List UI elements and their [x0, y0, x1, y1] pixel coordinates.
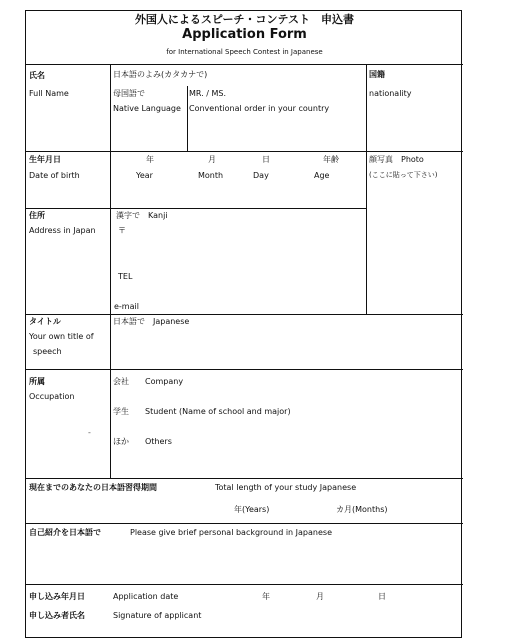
divider-label-column: [110, 64, 111, 478]
form-title-english: Application Form: [182, 27, 307, 42]
birth-month-en: Month: [198, 171, 224, 180]
divider-intro-row: [26, 584, 463, 585]
photo-note: (ここに貼って下さい): [369, 171, 438, 179]
nationality-label-en: nationality: [369, 89, 412, 98]
birth-year-jp: 年: [146, 155, 154, 164]
birth-month-jp: 月: [208, 155, 216, 164]
tel-label: TEL: [118, 272, 133, 281]
full-name-label-jp: 氏名: [29, 71, 45, 80]
application-form: [25, 10, 462, 638]
address-label-jp: 住所: [29, 211, 45, 220]
speech-title-japanese-label: 日本語で Japanese: [113, 317, 190, 326]
email-label: e-mail: [114, 302, 139, 311]
self-intro-label-jp: 自己紹介を日本語で: [29, 528, 101, 537]
occupation-student-option: 学生 Student (Name of school and major): [113, 407, 291, 416]
native-language-label-jp: 母国語で: [113, 89, 145, 98]
address-label-en: Address in Japan: [29, 226, 96, 235]
self-intro-label-en: Please give brief personal background in Japanese: [130, 528, 332, 537]
divider-address-row: [26, 314, 463, 315]
study-length-label-en: Total length of your study Japanese: [215, 483, 357, 492]
divider-native-order: [187, 86, 188, 151]
postal-mark: 〒: [118, 226, 126, 235]
divider-title-row: [26, 369, 463, 370]
divider-name-row: [26, 151, 463, 152]
birth-day-en: Day: [253, 171, 269, 180]
native-language-label-en: Native Language: [113, 104, 181, 113]
occupation-label-jp: 所属: [29, 377, 45, 386]
application-date-label-en: Application date: [113, 592, 179, 601]
form-subtitle: for International Speech Contest in Japanese: [166, 48, 323, 56]
divider-header: [26, 64, 463, 65]
age-label-jp: 年齢: [323, 155, 339, 164]
signature-label-jp: 申し込み者氏名: [29, 611, 85, 620]
occupation-company-option: 会社 Company: [113, 377, 184, 386]
study-years-label: 年(Years): [234, 505, 270, 514]
nationality-label-jp: 国籍: [369, 70, 385, 79]
application-year-label: 年: [262, 592, 270, 601]
birth-year-en: Year: [136, 171, 153, 180]
age-label-en: Age: [314, 171, 330, 180]
divider-occupation-row: [26, 478, 463, 479]
photo-label: 顔写真 Photo: [369, 155, 424, 164]
study-length-label-jp: 現在までのあなたの日本語習得期間: [29, 483, 157, 492]
occupation-others-option: ほか Others: [113, 437, 172, 446]
speech-title-label-en-2: speech: [33, 347, 62, 356]
conventional-order-label: Conventional order in your country: [189, 104, 330, 113]
form-title-japanese: 外国人によるスピーチ・コンテスト 申込書: [134, 13, 355, 26]
full-name-label-en: Full Name: [29, 89, 69, 98]
study-months-label: カ月(Months): [336, 505, 388, 514]
application-month-label: 月: [316, 592, 324, 601]
scan-speck: -: [88, 428, 91, 437]
birth-day-jp: 日: [262, 155, 270, 164]
address-kanji-label: 漢字で Kanji: [116, 211, 168, 220]
speech-title-label-en-1: Your own title of: [29, 332, 94, 341]
speech-title-label-jp: タイトル: [29, 317, 61, 326]
divider-birth-row: [26, 208, 366, 209]
occupation-label-en: Occupation: [29, 392, 75, 401]
signature-label-en: Signature of applicant: [113, 611, 202, 620]
application-date-label-jp: 申し込み年月日: [29, 592, 85, 601]
divider-nationality-column: [366, 64, 367, 314]
birth-label-jp: 生年月日: [29, 155, 61, 164]
birth-label-en: Date of birth: [29, 171, 80, 180]
reading-katakana-label: 日本語のよみ(カタカナで): [113, 70, 208, 79]
application-day-label: 日: [378, 592, 386, 601]
divider-study-row: [26, 523, 463, 524]
title-options-label: MR. / MS.: [189, 89, 227, 98]
